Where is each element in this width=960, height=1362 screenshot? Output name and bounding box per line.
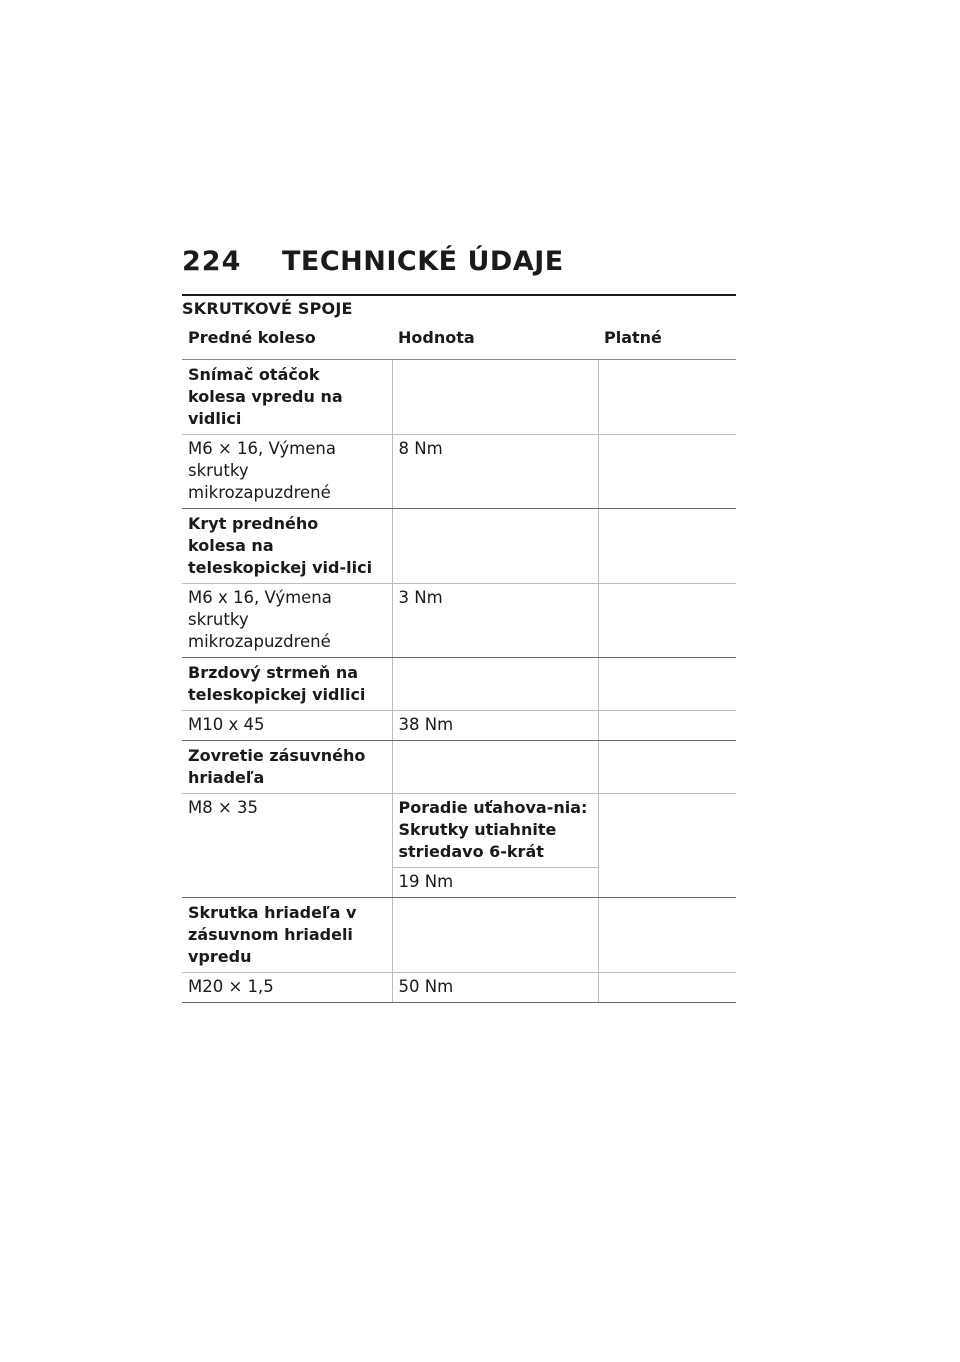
group-title: Skrutka hriadeľa v zásuvnom hriadeli vpredu [182,898,392,973]
column-header-value: Hodnota [392,320,598,360]
empty-cell [598,658,736,711]
tightening-note: Poradie uťahova-nia: Skrutky utiahnite striedavo 6-krát [398,798,588,861]
value-cell-with-note [392,794,598,898]
spec-cell [182,435,392,509]
table-row-group-title [182,898,736,973]
spec-line: M6 x 16, Výmena [188,588,332,607]
empty-cell [392,509,598,584]
spec-line: skrutky [188,461,249,480]
spec-cell [182,584,392,658]
group-title: Brzdový strmeň na teleskopickej vidlici [182,658,392,711]
table-row-group-title [182,360,736,435]
empty-cell [598,584,736,658]
table-row [182,584,736,658]
table-header-row [182,320,736,360]
empty-cell [598,435,736,509]
table-row [182,973,736,1003]
table-row [182,711,736,741]
empty-cell [598,898,736,973]
group-title: Snímač otáčok kolesa vpredu na vidlici [182,360,392,435]
empty-cell [598,711,736,741]
page-number: 224 [182,246,242,277]
spec-line: M8 × 35 [188,798,259,817]
spec-line: M6 × 16, Výmena [188,439,336,458]
tightening-note-cell [393,794,598,868]
empty-cell [392,741,598,794]
table-row [182,435,736,509]
column-header-valid: Platné [598,320,736,360]
spec-line: mikrozapuzdrené [188,632,331,651]
empty-cell [598,741,736,794]
empty-cell [598,973,736,1003]
torque-value: 8 Nm [392,435,598,509]
spec-cell [182,711,392,741]
spec-line: skrutky [188,610,249,629]
empty-cell [392,658,598,711]
torque-value: 50 Nm [392,973,598,1003]
section-title: SKRUTKOVÉ SPOJE [182,299,353,318]
spec-cell [182,794,392,898]
torque-value: 19 Nm [398,872,454,891]
page-header [182,246,742,282]
group-title: Zovretie zásuvného hriadeľa [182,741,392,794]
torque-spec-table [182,320,736,1003]
group-title: Kryt predného kolesa na teleskopickej vid-lici [182,509,392,584]
header-divider [182,294,736,296]
chapter-title: TECHNICKÉ ÚDAJE [282,246,564,277]
table-row-group-title [182,741,736,794]
torque-value: 38 Nm [392,711,598,741]
empty-cell [392,898,598,973]
empty-cell [392,360,598,435]
spec-line: mikrozapuzdrené [188,483,331,502]
column-header-front-wheel: Predné koleso [182,320,392,360]
empty-cell [598,360,736,435]
empty-cell [598,794,736,898]
spec-cell [182,973,392,1003]
table-row-group-title [182,658,736,711]
torque-value: 3 Nm [392,584,598,658]
spec-line: M10 x 45 [188,715,265,734]
table-row [182,794,736,898]
table-row-group-title [182,509,736,584]
empty-cell [598,509,736,584]
spec-line: M20 × 1,5 [188,977,274,996]
